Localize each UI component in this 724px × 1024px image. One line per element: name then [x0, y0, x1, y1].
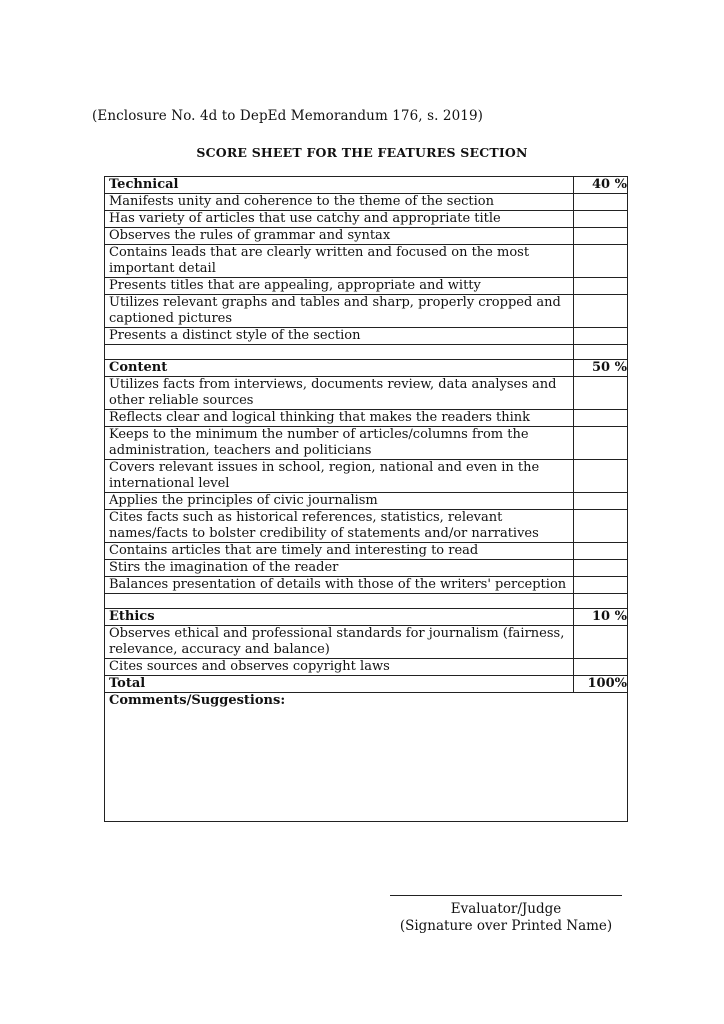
- criterion-row: [105, 577, 628, 594]
- score-cell: [574, 211, 628, 228]
- total-value: 100%: [574, 676, 628, 693]
- score-cell: [574, 460, 628, 493]
- score-cell: [574, 295, 628, 328]
- criterion-text: Applies the principles of civic journalism: [105, 493, 574, 510]
- criterion-text: Utilizes facts from interviews, documents review, data analyses and other reliable sources: [105, 377, 574, 410]
- score-cell: [574, 410, 628, 427]
- criterion-text: Reflects clear and logical thinking that makes the readers think: [105, 410, 574, 427]
- score-cell: [574, 377, 628, 410]
- criterion-row: [105, 278, 628, 295]
- spacer-cell: [574, 594, 628, 609]
- criterion-text: Observes ethical and professional standards for journalism (fairness, relevance, accuracy and balance): [105, 626, 574, 659]
- criterion-text: Manifests unity and coherence to the theme of the section: [105, 194, 574, 211]
- criterion-text: Covers relevant issues in school, region, national and even in the international level: [105, 460, 574, 493]
- section-heading: Technical: [105, 177, 574, 194]
- section-heading: Ethics: [105, 609, 574, 626]
- spacer-cell: [105, 345, 574, 360]
- score-cell: [574, 328, 628, 345]
- criterion-row: [105, 460, 628, 493]
- score-cell: [574, 493, 628, 510]
- criterion-text: Balances presentation of details with those of the writers' perception: [105, 577, 574, 594]
- comments-row: [105, 693, 628, 822]
- score-sheet-table: [104, 176, 628, 822]
- section-header-ethics: [105, 609, 628, 626]
- score-cell: [574, 228, 628, 245]
- section-weight: 40 %: [574, 177, 628, 194]
- score-cell: [574, 194, 628, 211]
- score-cell: [574, 245, 628, 278]
- criterion-row: [105, 228, 628, 245]
- score-cell: [574, 626, 628, 659]
- evaluator-label: Evaluator/Judge: [450, 901, 562, 917]
- score-cell: [574, 510, 628, 543]
- criterion-text: Presents a distinct style of the section: [105, 328, 574, 345]
- criterion-row: [105, 377, 628, 410]
- criterion-row: [105, 510, 628, 543]
- criterion-text: Keeps to the minimum the number of articles/columns from the administration, teachers and politicians: [105, 427, 574, 460]
- criterion-row: [105, 328, 628, 345]
- score-cell: [574, 543, 628, 560]
- spacer-cell: [105, 594, 574, 609]
- section-weight: 50 %: [574, 360, 628, 377]
- score-cell: [574, 560, 628, 577]
- criterion-text: Has variety of articles that use catchy and appropriate title: [105, 211, 574, 228]
- score-cell: [574, 278, 628, 295]
- page-title: SCORE SHEET FOR THE FEATURES SECTION: [196, 145, 528, 160]
- criterion-text: Presents titles that are appealing, appropriate and witty: [105, 278, 574, 295]
- criterion-text: Contains articles that are timely and interesting to read: [105, 543, 574, 560]
- criterion-row: [105, 194, 628, 211]
- spacer-row: [105, 594, 628, 609]
- criterion-text: Stirs the imagination of the reader: [105, 560, 574, 577]
- criterion-row: [105, 560, 628, 577]
- criterion-row: [105, 410, 628, 427]
- criterion-row: [105, 659, 628, 676]
- criterion-text: Contains leads that are clearly written and focused on the most important detail: [105, 245, 574, 278]
- total-row: [105, 676, 628, 693]
- score-cell: [574, 577, 628, 594]
- criterion-text: Cites sources and observes copyright laws: [105, 659, 574, 676]
- enclosure-note: (Enclosure No. 4d to DepEd Memorandum 176, s. 2019): [92, 108, 484, 124]
- section-header-technical: [105, 177, 628, 194]
- score-cell: [574, 427, 628, 460]
- criterion-row: [105, 295, 628, 328]
- criterion-row: [105, 543, 628, 560]
- criterion-text: Utilizes relevant graphs and tables and sharp, properly cropped and captioned pictures: [105, 295, 574, 328]
- criterion-row: [105, 626, 628, 659]
- total-label: Total: [105, 676, 574, 693]
- comments-label: Comments/Suggestions:: [105, 693, 628, 822]
- criterion-row: [105, 211, 628, 228]
- criterion-row: [105, 245, 628, 278]
- criterion-row: [105, 493, 628, 510]
- section-weight: 10 %: [574, 609, 628, 626]
- signature-line: [390, 895, 622, 896]
- section-header-content: [105, 360, 628, 377]
- criterion-row: [105, 427, 628, 460]
- signature-note: (Signature over Printed Name): [399, 918, 613, 934]
- criterion-text: Cites facts such as historical references, statistics, relevant names/facts to bolster credibility of statements and/or narratives: [105, 510, 574, 543]
- spacer-row: [105, 345, 628, 360]
- spacer-cell: [574, 345, 628, 360]
- section-heading: Content: [105, 360, 574, 377]
- criterion-text: Observes the rules of grammar and syntax: [105, 228, 574, 245]
- score-cell: [574, 659, 628, 676]
